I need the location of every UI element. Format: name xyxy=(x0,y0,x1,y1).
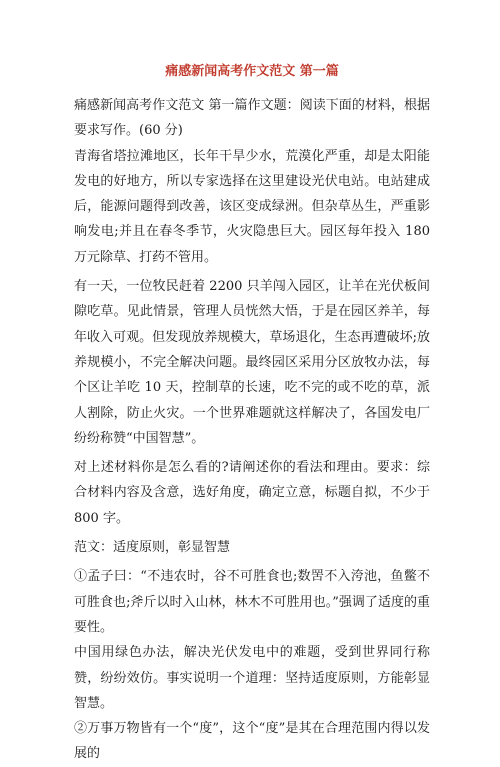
document-title: 痛感新闻高考作文范文 第一篇 xyxy=(165,64,339,79)
requirement-paragraph: 对上述材料你是怎么看的?请阐述你的看法和理由。要求：综合材料内容及含意，选好角度，确定立意，标题自拟，不少于 800 字。 xyxy=(74,460,430,526)
essay-paragraph-3: ②万事万物皆有一个“度”，这个“度”是其在合理范围内得以发展的 xyxy=(74,721,430,762)
essay-paragraph-1: ①孟子曰：“不违农时，谷不可胜食也;数罟不入洿池，鱼鳖不可胜食也;斧斤以时入山林，林木不可胜用也。”强调了适度的重要性。 xyxy=(74,569,430,635)
intro-paragraph: 痛感新闻高考作文范文 第一篇作文题：阅读下面的材料，根据要求写作。(60 分) xyxy=(74,98,430,139)
material-paragraph-2: 有一天，一位牧民赶着 2200 只羊闯入园区，让羊在光伏板间隙吃草。见此情景，管理人员恍然大悟，于是在园区养羊，每年收入可观。但发现放养规模大，草场退化，生态再遭破坏;放养规模小，不完全解决问题。最终园区采用分区放牧办法，每个区让羊吃 10 天，控制草的长速，吃不完的或不吃的草，派人割除，防止火灾。一个世界难题就这样解决了，各国发电厂纷纷称赞“中国智慧”。 xyxy=(74,279,430,446)
essay-paragraph-2: 中国用绿色办法，解决光伏发电中的难题，受到世界同行称赞，纷纷效仿。事实说明一个道理：坚持适度原则，方能彰显智慧。 xyxy=(74,645,430,711)
essay-heading: 范文：适度原则，彰显智慧 xyxy=(74,540,231,556)
material-paragraph-1: 青海省塔拉滩地区，长年干旱少水，荒漠化严重，却是太阳能发电的好地方，所以专家选择在这里建设光伏电站。电站建成后，能源问题得到改善，该区变成绿洲。但杂草丛生，严重影响发电;并且在春冬季节，火灾隐患巨大。园区每年投入 180 万元除草、打药不管用。 xyxy=(74,148,430,265)
